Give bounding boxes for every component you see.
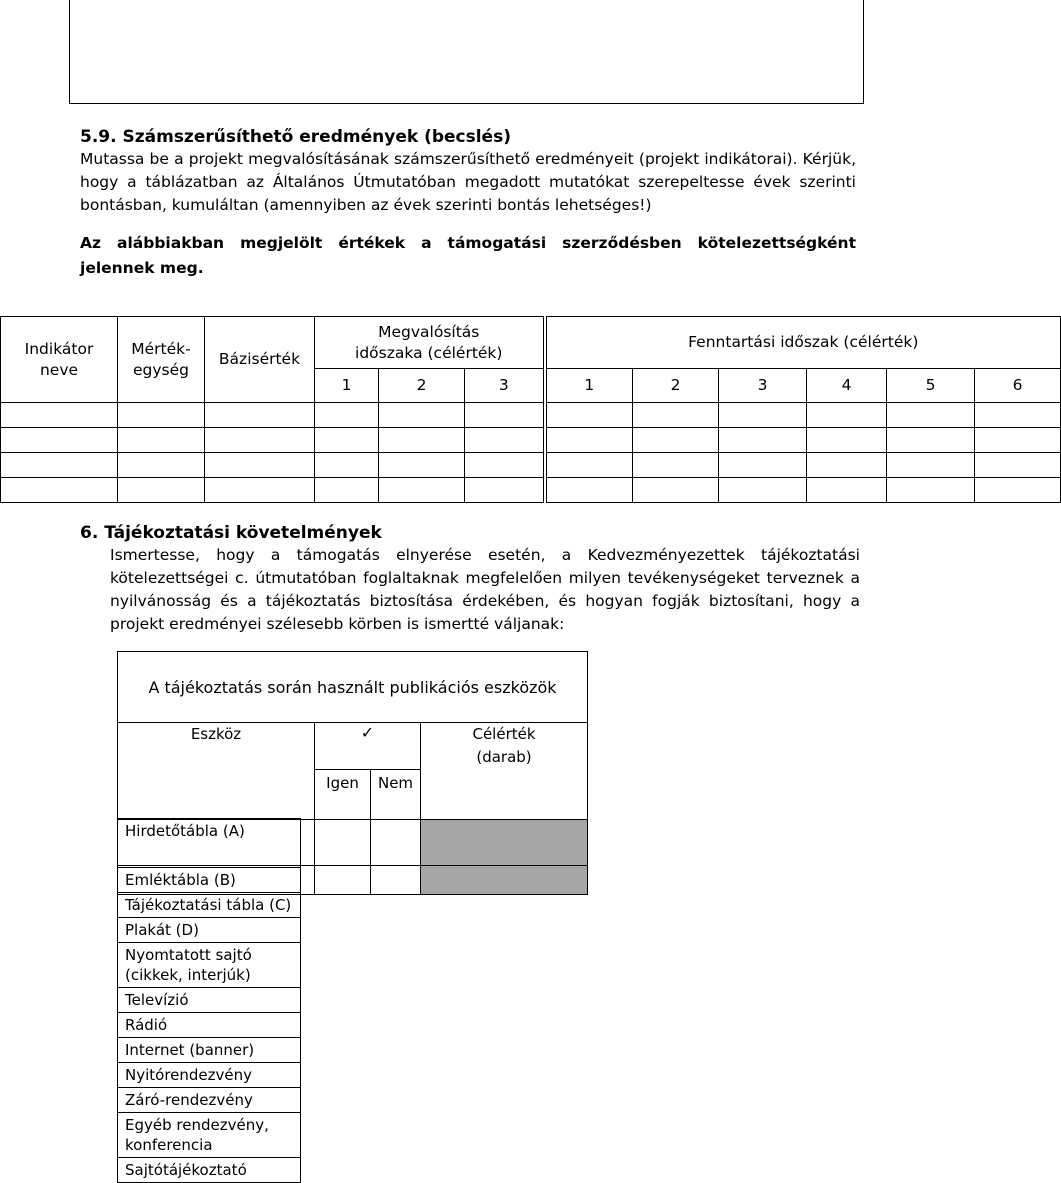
indicator-cell[interactable] (1, 453, 118, 478)
indicator-cell[interactable] (1, 478, 118, 503)
tool-label: Emléktábla (B) (118, 868, 301, 893)
maintenance-year-2: 2 (633, 369, 719, 403)
shaded-cell (421, 820, 588, 866)
indicator-cell[interactable] (315, 428, 379, 453)
tool-label: Záró-rendezvény (118, 1088, 301, 1113)
indicator-cell[interactable] (633, 403, 719, 428)
list-item (118, 943, 301, 988)
indicator-cell[interactable] (118, 478, 205, 503)
commitment-note: Az alábbiakban megjelölt értékek a támogatási szerződésben kötelezettségként jelennek meg. (80, 234, 856, 277)
indicator-table (0, 316, 1061, 503)
indicator-cell[interactable] (545, 403, 633, 428)
indicator-cell[interactable] (975, 478, 1061, 503)
header-base-value: Bázisérték (205, 317, 315, 403)
list-item (118, 1013, 301, 1038)
header-yes: Igen (315, 769, 371, 819)
indicator-cell[interactable] (118, 403, 205, 428)
tool-label: Hirdetőtábla (A) (118, 819, 301, 868)
section-5-9-heading: 5.9. Számszerűsíthető eredmények (becslés) (80, 127, 511, 147)
list-item (118, 1088, 301, 1113)
list-item (118, 988, 301, 1013)
list-item (118, 868, 301, 893)
indicator-cell[interactable] (807, 428, 887, 453)
indicator-cell[interactable] (315, 403, 379, 428)
indicator-cell[interactable] (118, 428, 205, 453)
indicator-cell[interactable] (633, 478, 719, 503)
maintenance-year-1: 1 (545, 369, 633, 403)
list-item (118, 893, 301, 918)
check-icon: ✓ (360, 723, 375, 742)
implementation-year-2: 2 (379, 369, 465, 403)
indicator-cell[interactable] (465, 428, 545, 453)
indicator-cell[interactable] (465, 478, 545, 503)
indicator-cell[interactable] (379, 453, 465, 478)
indicator-cell[interactable] (379, 428, 465, 453)
indicator-cell[interactable] (315, 453, 379, 478)
indicator-cell[interactable] (545, 453, 633, 478)
indicator-cell[interactable] (719, 428, 807, 453)
maintenance-year-5: 5 (887, 369, 975, 403)
indicator-cell[interactable] (379, 478, 465, 503)
indicator-cell[interactable] (315, 478, 379, 503)
list-item (118, 1113, 301, 1158)
indicator-cell[interactable] (205, 453, 315, 478)
header-implementation-period: Megvalósítás időszaka (célérték) (315, 317, 545, 369)
indicator-cell[interactable] (1, 403, 118, 428)
maintenance-year-6: 6 (975, 369, 1061, 403)
indicator-cell[interactable] (807, 478, 887, 503)
tool-label: Internet (banner) (118, 1038, 301, 1063)
list-item (118, 918, 301, 943)
indicator-row (1, 453, 1061, 478)
list-item (118, 819, 301, 868)
implementation-year-1: 1 (315, 369, 379, 403)
tool-label: Egyéb rendezvény, konferencia (118, 1113, 301, 1158)
list-item (118, 1158, 301, 1183)
indicator-cell[interactable] (975, 403, 1061, 428)
section-6-paragraph: Ismertesse, hogy a támogatás elnyerése esetén, a Kedvezményezettek tájékoztatási kötelezettségei c. útmutatóban foglaltaknak megfelelően milyen tevékenységeket terveznek a nyilvánosság és a tájékoztatás biztosítása érdekében, és hogyan fogják biztosítani, hogy a projekt eredményei szélesebb körben is ismertté váljanak: (110, 546, 860, 633)
header-tool: Eszköz (118, 723, 315, 820)
header-maintenance-period: Fenntartási időszak (célérték) (545, 317, 1061, 369)
maintenance-year-3: 3 (719, 369, 807, 403)
tool-label: Nyomtatott sajtó (cikkek, interjúk) (118, 943, 301, 988)
publication-tools-list (117, 818, 301, 1183)
section-5-9-paragraph: Mutassa be a projekt megvalósításának számszerűsíthető eredményeit (projekt indikátorai). Kérjük, hogy a táblázatban az Általános Útmutatóban megadott mutatókat szerepeltesse évek szerinti bontásban, kumuláltan (amennyiben az évek szerinti bontás lehetséges!) (80, 150, 856, 214)
tool-label: Sajtótájékoztató (118, 1158, 301, 1183)
indicator-cell[interactable] (545, 478, 633, 503)
tool-label: Nyitórendezvény (118, 1063, 301, 1088)
indicator-cell[interactable] (719, 453, 807, 478)
tool-label: Televízió (118, 988, 301, 1013)
indicator-row (1, 428, 1061, 453)
indicator-cell[interactable] (807, 403, 887, 428)
indicator-cell[interactable] (118, 453, 205, 478)
indicator-cell[interactable] (719, 478, 807, 503)
tool-label: Rádió (118, 1013, 301, 1038)
shaded-cell (421, 866, 588, 895)
indicator-cell[interactable] (545, 428, 633, 453)
indicator-cell[interactable] (379, 403, 465, 428)
list-item (118, 1038, 301, 1063)
indicator-cell[interactable] (887, 478, 975, 503)
tool-label: Plakát (D) (118, 918, 301, 943)
indicator-cell[interactable] (465, 453, 545, 478)
indicator-cell[interactable] (205, 403, 315, 428)
indicator-cell[interactable] (633, 453, 719, 478)
maintenance-year-4: 4 (807, 369, 887, 403)
previous-page-box (69, 0, 864, 104)
header-unit: Mérték-egység (118, 317, 205, 403)
indicator-cell[interactable] (975, 428, 1061, 453)
indicator-cell[interactable] (887, 453, 975, 478)
list-item (118, 1063, 301, 1088)
indicator-cell[interactable] (1, 428, 118, 453)
indicator-cell[interactable] (205, 428, 315, 453)
indicator-cell[interactable] (887, 403, 975, 428)
header-check-group (315, 723, 421, 820)
indicator-cell[interactable] (975, 453, 1061, 478)
section-6 (80, 522, 860, 636)
section-6-heading: 6. Tájékoztatási követelmények (80, 523, 382, 543)
indicator-row (1, 478, 1061, 503)
indicator-cell[interactable] (807, 453, 887, 478)
header-target-value: Célérték (darab) (421, 723, 588, 820)
header-indicator-name: Indikátor neve (1, 317, 118, 403)
indicator-cell[interactable] (205, 478, 315, 503)
indicator-cell[interactable] (633, 428, 719, 453)
section-5-9 (80, 126, 856, 281)
tool-label: Tájékoztatási tábla (C) (118, 893, 301, 918)
indicator-cell[interactable] (887, 428, 975, 453)
publicity-table-title: A tájékoztatás során használt publikációs eszközök (118, 652, 588, 723)
indicator-cell[interactable] (719, 403, 807, 428)
implementation-year-3: 3 (465, 369, 545, 403)
indicator-row (1, 403, 1061, 428)
indicator-cell[interactable] (465, 403, 545, 428)
header-no: Nem (371, 769, 420, 819)
